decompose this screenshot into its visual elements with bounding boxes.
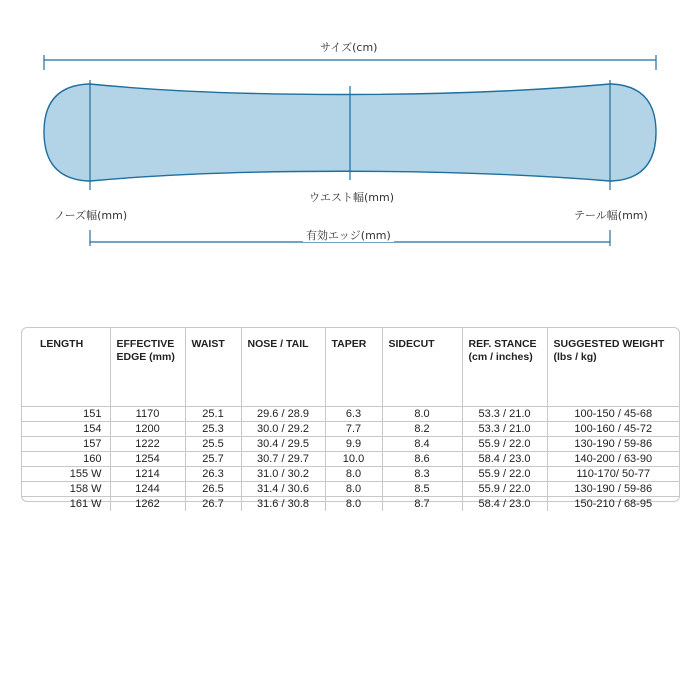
cell-waist: 25.1 — [185, 407, 241, 422]
cell-waist: 25.3 — [185, 422, 241, 437]
col-header-waist: WAIST — [185, 328, 241, 407]
spec-table — [22, 328, 679, 511]
cell-taper: 9.9 — [325, 437, 382, 452]
cell-effective-edge: 1214 — [110, 467, 185, 482]
cell-taper: 8.0 — [325, 482, 382, 497]
cell-ref-stance: 53.3 / 21.0 — [462, 422, 547, 437]
cell-sidecut: 8.2 — [382, 422, 462, 437]
col-header-nose-tail: NOSE / TAIL — [241, 328, 325, 407]
table-header-row — [22, 328, 679, 407]
cell-nose-tail: 31.6 / 30.8 — [241, 497, 325, 512]
cell-length: 161 W — [22, 497, 110, 512]
col-header-length: LENGTH — [40, 338, 84, 350]
cell-suggested-weight: 140-200 / 63-90 — [547, 452, 679, 467]
cell-sidecut: 8.7 — [382, 497, 462, 512]
cell-sidecut: 8.3 — [382, 467, 462, 482]
cell-effective-edge: 1244 — [110, 482, 185, 497]
cell-taper: 10.0 — [325, 452, 382, 467]
cell-suggested-weight: 100-160 / 45-72 — [547, 422, 679, 437]
size-dimension-line — [44, 55, 656, 70]
cell-length: 155 W — [22, 467, 110, 482]
table-body — [22, 407, 679, 512]
cell-effective-edge: 1170 — [110, 407, 185, 422]
cell-nose-tail: 30.0 / 29.2 — [241, 422, 325, 437]
nose-label: ノーズ幅(mm) — [54, 209, 128, 222]
table-row — [22, 437, 679, 452]
tail-label: テール幅(mm) — [574, 209, 648, 222]
col-header-effective-edge: EFFECTIVE EDGE (mm) — [110, 328, 185, 407]
cell-length: 151 — [22, 407, 110, 422]
table-row — [22, 407, 679, 422]
cell-ref-stance: 55.9 / 22.0 — [462, 482, 547, 497]
cell-waist: 26.5 — [185, 482, 241, 497]
cell-effective-edge: 1262 — [110, 497, 185, 512]
cell-sidecut: 8.4 — [382, 437, 462, 452]
cell-suggested-weight: 110-170/ 50-77 — [547, 467, 679, 482]
cell-length: 157 — [22, 437, 110, 452]
table-row — [22, 467, 679, 482]
cell-waist: 26.3 — [185, 467, 241, 482]
table-row — [22, 422, 679, 437]
col-header-taper: TAPER — [325, 328, 382, 407]
cell-waist: 25.7 — [185, 452, 241, 467]
cell-nose-tail: 30.4 / 29.5 — [241, 437, 325, 452]
cell-effective-edge: 1254 — [110, 452, 185, 467]
cell-sidecut: 8.0 — [382, 407, 462, 422]
cell-suggested-weight: 100-150 / 45-68 — [547, 407, 679, 422]
cell-length: 160 — [22, 452, 110, 467]
cell-effective-edge: 1200 — [110, 422, 185, 437]
cell-suggested-weight: 130-190 / 59-86 — [547, 482, 679, 497]
cell-waist: 26.7 — [185, 497, 241, 512]
cell-ref-stance: 58.4 / 23.0 — [462, 497, 547, 512]
size-label: サイズ(cm) — [317, 41, 380, 54]
cell-nose-tail: 29.6 / 28.9 — [241, 407, 325, 422]
col-header-suggested-weight: SUGGESTED WEIGHT (lbs / kg) — [547, 328, 679, 407]
cell-taper: 7.7 — [325, 422, 382, 437]
col-header-ref-stance: REF. STANCE (cm / inches) — [462, 328, 547, 407]
cell-ref-stance: 58.4 / 23.0 — [462, 452, 547, 467]
cell-effective-edge: 1222 — [110, 437, 185, 452]
cell-waist: 25.5 — [185, 437, 241, 452]
cell-suggested-weight: 150-210 / 68-95 — [547, 497, 679, 512]
cell-nose-tail: 30.7 / 29.7 — [241, 452, 325, 467]
cell-length: 158 W — [22, 482, 110, 497]
cell-length: 154 — [22, 422, 110, 437]
table-row — [22, 452, 679, 467]
table-row — [22, 482, 679, 497]
cell-taper: 6.3 — [325, 407, 382, 422]
cell-nose-tail: 31.4 / 30.6 — [241, 482, 325, 497]
cell-taper: 8.0 — [325, 467, 382, 482]
spec-table-container — [21, 327, 680, 510]
cell-suggested-weight: 130-190 / 59-86 — [547, 437, 679, 452]
cell-nose-tail: 31.0 / 30.2 — [241, 467, 325, 482]
cell-ref-stance: 53.3 / 21.0 — [462, 407, 547, 422]
cell-ref-stance: 55.9 / 22.0 — [462, 437, 547, 452]
col-header-sidecut: SIDECUT — [382, 328, 462, 407]
table-row — [22, 497, 679, 512]
cell-ref-stance: 55.9 / 22.0 — [462, 467, 547, 482]
cell-taper: 8.0 — [325, 497, 382, 512]
effective-edge-label: 有効エッジ(mm) — [303, 229, 394, 242]
waist-label: ウエスト幅(mm) — [306, 191, 397, 204]
cell-sidecut: 8.5 — [382, 482, 462, 497]
cell-sidecut: 8.6 — [382, 452, 462, 467]
